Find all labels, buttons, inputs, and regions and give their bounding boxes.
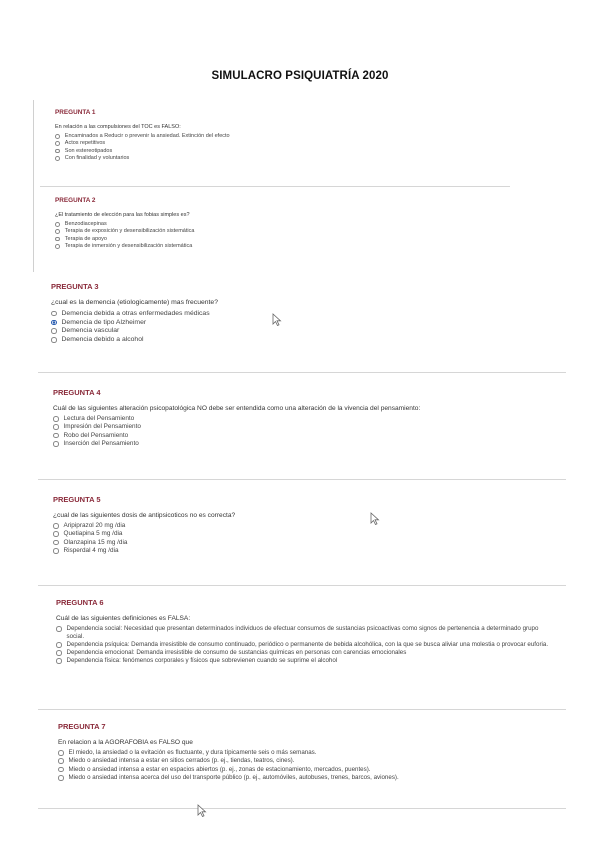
answer-option-label: Lectura del Pensamiento <box>63 415 135 422</box>
question-7 <box>58 722 558 782</box>
radio-icon[interactable] <box>55 237 60 242</box>
answer-option-label: Demencia de tipo Alzheimer <box>61 318 147 326</box>
answer-option-label: Dependencia psíquica: Demanda irresistible de consumo continuado, periódico o permanente de bebida alcohólica, con la que se busca aliviar una molestia o provocar euforia. <box>66 641 549 648</box>
answer-option[interactable] <box>58 774 558 782</box>
answer-option-label: Impresión del Pensamiento <box>63 423 141 431</box>
radio-icon[interactable] <box>53 540 59 546</box>
answer-option[interactable] <box>56 657 556 665</box>
mouse-cursor-icon <box>272 313 282 326</box>
answer-option-label: Robo del Pensamiento <box>63 431 129 439</box>
radio-icon[interactable] <box>53 416 59 422</box>
radio-icon[interactable] <box>53 531 59 537</box>
answer-option-label: El miedo, la ansiedad o la evitación es fluctuante, y dura típicamente seis o más semanas. <box>68 749 317 756</box>
divider <box>38 585 566 586</box>
answer-option-label: Inserción del Pensamiento <box>63 440 139 448</box>
radio-icon[interactable] <box>55 149 60 154</box>
answer-option-label: Miedo o ansiedad intensa a estar en sitios cerrados (p. ej., tiendas, teatros, cines). <box>68 757 295 765</box>
question-text: En relacion a la AGORAFOBIA es FALSO que <box>58 739 193 746</box>
radio-icon[interactable] <box>55 222 60 227</box>
answer-option-label: Dependencia social: Necesidad que presentan determinados individuos de efectuar consumos de sustancias psicoactivas como signos de pertenencia a determinado grupo social. <box>66 625 539 640</box>
answer-option[interactable] <box>53 547 573 555</box>
answer-option-label: Risperdal 4 mg /dia <box>63 547 119 555</box>
answer-option-label: Terapia de inmersión y desensibilización sistemática <box>64 242 193 249</box>
answer-option-label: Demencia debido a alcohol <box>61 336 144 344</box>
question-heading: PREGUNTA 4 <box>53 388 101 397</box>
question-text: ¿cual de las siguientes dosis de antipsicoticos no es correcta? <box>53 512 236 519</box>
answer-option[interactable] <box>55 228 525 235</box>
question-2 <box>55 197 525 250</box>
answer-option[interactable] <box>55 148 525 155</box>
options-list <box>53 415 573 449</box>
radio-icon[interactable] <box>55 134 60 139</box>
answer-option-label: Terapia de apoyo <box>64 235 107 242</box>
answer-option-label: Encaminados a Reducir o prevenir la ansiedad. Extinción del efecto <box>64 133 230 140</box>
radio-icon[interactable] <box>55 244 60 249</box>
radio-icon[interactable] <box>56 650 62 656</box>
answer-option-label: Con finalidad y voluntarios <box>64 154 130 161</box>
divider <box>38 479 566 480</box>
answer-option-label: Dependencia física: fenómenos corporales y físicos que sobrevienen cuando se suprime el alcohol <box>66 657 338 664</box>
answer-option-label: Benzodiacepinas <box>64 221 107 228</box>
section-border <box>33 100 34 272</box>
question-text: Cuál de las siguientes definiciones es FALSA: <box>56 615 191 622</box>
radio-icon[interactable] <box>51 328 57 334</box>
answer-option[interactable] <box>55 133 525 140</box>
divider <box>38 808 566 809</box>
question-3 <box>51 282 551 345</box>
radio-icon[interactable] <box>53 424 59 430</box>
answer-option[interactable] <box>55 243 525 250</box>
radio-icon[interactable] <box>53 433 59 439</box>
answer-option-label: Son estereotipados <box>64 147 113 154</box>
answer-option[interactable] <box>53 440 573 448</box>
answer-option[interactable] <box>55 221 525 228</box>
radio-icon[interactable] <box>55 156 60 161</box>
answer-option[interactable] <box>56 641 556 649</box>
radio-selected-icon[interactable] <box>51 320 57 326</box>
radio-icon[interactable] <box>51 337 57 343</box>
answer-option[interactable] <box>55 140 525 147</box>
radio-icon[interactable] <box>58 775 64 781</box>
answer-option[interactable] <box>53 432 573 440</box>
answer-option-label: Miedo o ansiedad intensa a estar en espacios abiertos (p. ej., zonas de estacionamiento, mercados, puentes). <box>68 765 371 773</box>
radio-icon[interactable] <box>56 642 62 648</box>
options-list <box>56 625 556 665</box>
question-text: En relación a las compulsiones del TOC es FALSO: <box>55 124 181 130</box>
radio-icon[interactable] <box>58 767 64 773</box>
options-list <box>55 221 525 250</box>
answer-option[interactable] <box>58 749 558 757</box>
answer-option-label: Actos repetitivos <box>64 140 106 147</box>
answer-option-label: Olanzapina 15 mg /dia <box>63 538 128 546</box>
answer-option[interactable] <box>53 530 573 538</box>
question-6 <box>56 598 556 665</box>
radio-icon[interactable] <box>56 626 62 632</box>
answer-option[interactable] <box>55 236 525 243</box>
answer-option[interactable] <box>51 310 551 319</box>
radio-icon[interactable] <box>58 758 64 764</box>
answer-option-label: Quetiapina 5 mg /dia <box>63 530 123 538</box>
answer-option[interactable] <box>53 423 573 431</box>
radio-icon[interactable] <box>53 548 59 554</box>
answer-option[interactable] <box>53 522 573 530</box>
radio-icon[interactable] <box>53 523 59 529</box>
mouse-cursor-icon <box>197 804 207 817</box>
answer-option[interactable] <box>58 757 558 765</box>
answer-option[interactable] <box>55 155 525 162</box>
answer-option[interactable] <box>53 415 573 423</box>
question-heading: PREGUNTA 3 <box>51 282 99 291</box>
question-heading: PREGUNTA 2 <box>55 197 96 204</box>
divider <box>38 372 566 373</box>
question-text: ¿El tratamiento de elección para las fobias simples es? <box>55 212 190 218</box>
options-list <box>55 133 525 162</box>
answer-option-label: Demencia vascular <box>61 327 120 335</box>
radio-icon[interactable] <box>51 311 57 317</box>
answer-option-label: Miedo o ansiedad intensa acerca del uso del transporte público (p. ej., automóviles, autobuses, trenes, barcos, aviones). <box>68 774 399 782</box>
answer-option[interactable] <box>58 766 558 774</box>
options-list <box>53 522 573 556</box>
answer-option-label: Dependencia emocional: Demanda irresistible de consumo de sustancias químicas en personas con carencias emocionales <box>66 649 407 656</box>
question-heading: PREGUNTA 5 <box>53 495 101 504</box>
answer-option[interactable] <box>56 649 556 657</box>
radio-icon[interactable] <box>55 229 60 234</box>
question-heading: PREGUNTA 7 <box>58 722 106 731</box>
page-title: SIMULACRO PSIQUIATRÍA 2020 <box>211 70 389 82</box>
mouse-cursor-icon <box>370 512 380 525</box>
answer-option-label: Terapia de exposición y desensibilización sistemática <box>64 228 195 235</box>
question-5 <box>53 495 573 556</box>
radio-icon[interactable] <box>56 658 62 664</box>
answer-option[interactable] <box>51 327 551 336</box>
question-heading: PREGUNTA 1 <box>55 109 96 116</box>
answer-option[interactable] <box>56 625 556 641</box>
options-list <box>51 310 551 345</box>
radio-icon[interactable] <box>55 141 60 146</box>
answer-option-label: Demencia debida a otras enfermedades médicas <box>61 309 210 317</box>
radio-icon[interactable] <box>58 750 64 756</box>
answer-option[interactable] <box>51 319 551 328</box>
answer-option-label: Aripiprazol 20 mg /dia <box>63 522 126 529</box>
options-list <box>58 749 558 782</box>
question-heading: PREGUNTA 6 <box>56 598 104 607</box>
answer-option[interactable] <box>53 539 573 547</box>
answer-option[interactable] <box>51 336 551 345</box>
question-4 <box>53 388 573 449</box>
divider <box>38 709 566 710</box>
radio-icon[interactable] <box>53 441 59 447</box>
question-1 <box>55 109 525 162</box>
question-text: Cuál de las siguientes alteración psicopatológica NO debe ser entendida como una alteración de la vivencia del pensamiento: <box>53 405 421 412</box>
divider <box>40 186 510 187</box>
question-text: ¿cual es la demencia (etiologicamente) mas frecuente? <box>51 299 218 306</box>
